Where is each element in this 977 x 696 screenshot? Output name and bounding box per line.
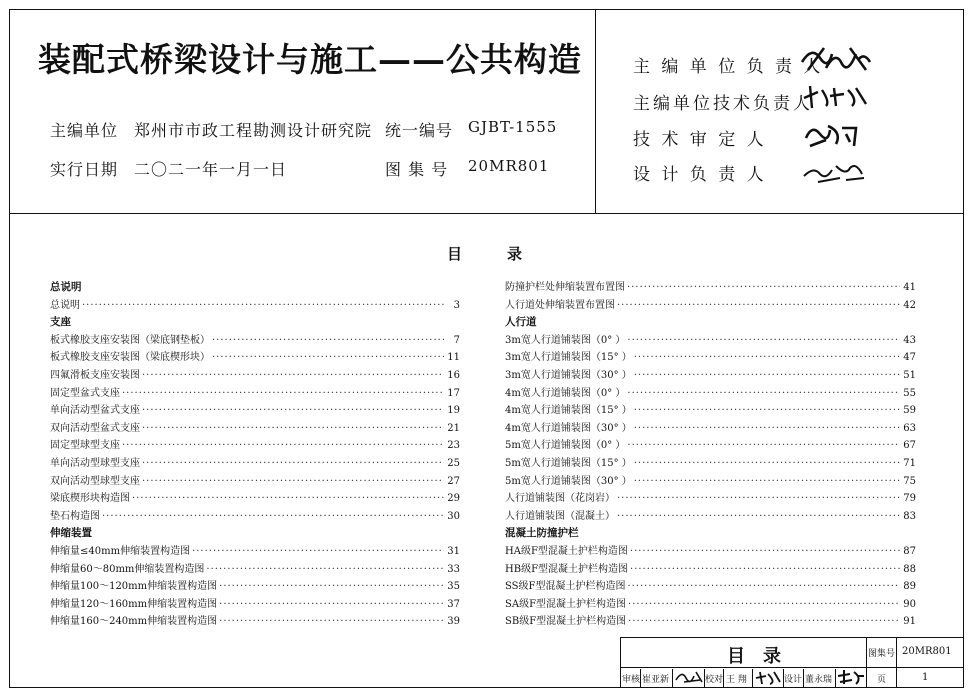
toc-entry-page: 19: [447, 405, 460, 417]
toc-entry: [505, 473, 916, 491]
toc-entry-page: 3: [453, 299, 460, 311]
toc-entry-page: 21: [447, 422, 460, 434]
design-name: 董永瑞: [805, 675, 833, 685]
toc-leader-dots: [634, 420, 900, 438]
toc-entry: [505, 349, 916, 367]
review-label: 审核: [622, 675, 641, 685]
toc-leader-dots: [617, 297, 900, 315]
toc-entry-label: 固定型球型支座: [50, 440, 120, 452]
toc-entry-label: 双向活动型盆式支座: [50, 422, 140, 434]
signature-design-chief: [800, 158, 868, 186]
toc-entry-page: 30: [447, 510, 460, 522]
toc-section-heading: [50, 314, 460, 332]
toc-leader-dots: [627, 578, 900, 596]
toc-section-heading: [505, 525, 916, 543]
header-vertical-divider: [595, 9, 596, 214]
tb-sep-4: [723, 669, 724, 687]
toc-entry-page: 88: [903, 563, 916, 575]
toc-entry-label: 伸缩量160～240mm伸缩装置构造图: [50, 616, 218, 628]
toc-entry-page: 71: [903, 457, 916, 469]
toc-entry-page: 23: [447, 440, 460, 452]
toc-leader-dots: [192, 543, 444, 561]
toc-entry-label: SA级F型混凝土护栏构造图: [505, 598, 627, 610]
toc-entry: [50, 402, 460, 420]
toc-leader-dots: [219, 578, 444, 596]
toc-entry-label: 双向活动型球型支座: [50, 475, 140, 487]
toc-entry-page: 43: [903, 334, 916, 346]
toc-entry: [505, 596, 916, 614]
toc-leader-dots: [627, 437, 900, 455]
toc-entry: [50, 420, 460, 438]
title-block-name: 目 录: [727, 646, 781, 667]
toc-entry-page: 31: [447, 545, 460, 557]
toc-entry-page: 35: [447, 581, 460, 593]
toc-entry-label: 板式橡胶支座安装图（梁底钢垫板）: [50, 334, 210, 346]
toc-entry-page: 11: [447, 352, 460, 364]
toc-entry: [50, 349, 460, 367]
toc-entry-page: 27: [447, 475, 460, 487]
toc-leader-dots: [630, 543, 900, 561]
toc-entry: [50, 455, 460, 473]
toc-entry-label: 伸缩量60～80mm伸缩装置构造图: [50, 563, 205, 575]
signature-chief-editor: [798, 40, 873, 80]
design-chief-role: 设 计 负 责 人: [633, 165, 767, 185]
toc-leader-dots: [634, 455, 900, 473]
toc-entry-label: 防撞护栏处伸缩装置布置图: [505, 282, 625, 293]
toc-leader-dots: [628, 613, 900, 631]
toc-entry-label: 单向活动型盆式支座: [50, 405, 140, 417]
design-label: 设计: [784, 675, 803, 685]
toc-entry-label: 伸缩量≤40mm伸缩装置构造图: [50, 545, 191, 557]
toc-entry-label: 垫石构造图: [50, 510, 100, 522]
toc-leader-dots: [206, 561, 444, 579]
toc-entry-page: 75: [903, 475, 916, 487]
toc-entry-page: 91: [903, 616, 916, 628]
toc-section-label: 总说明: [50, 281, 82, 293]
toc-entry-page: 16: [447, 369, 460, 381]
toc-entry: [505, 385, 916, 403]
code-label: 统一编号: [385, 121, 454, 140]
atlas-value: 20MR801: [468, 157, 550, 175]
tb-sep-5: [752, 669, 753, 687]
title-block-mid: [620, 667, 964, 668]
tb-sep-2: [672, 669, 673, 687]
toc-entry-page: 33: [447, 563, 460, 575]
page-label: 页: [877, 675, 887, 685]
toc-entry-label: 5m宽人行道铺装图（30° ）: [505, 475, 632, 487]
toc-section-label: 混凝土防撞护栏: [505, 527, 579, 540]
title-block-top: [620, 637, 964, 638]
toc-entry-label: 3m宽人行道铺装图（30° ）: [505, 369, 632, 381]
toc-entry: [50, 332, 460, 350]
toc-leader-dots: [132, 490, 444, 508]
toc-entry: [505, 543, 916, 561]
toc-entry: [50, 473, 460, 491]
tb-sep-7: [803, 669, 804, 687]
title-block-col1: [866, 637, 867, 688]
date-value: 二〇二一年一月一日: [134, 160, 288, 179]
toc-leader-dots: [630, 561, 900, 579]
toc-leader-dots: [634, 402, 900, 420]
toc-entry-label: 人行道处伸缩装置布置图: [505, 299, 615, 311]
toc-entry-label: 人行道铺装图（混凝土）: [505, 510, 615, 522]
toc-title-left: 目: [447, 245, 463, 263]
toc-leader-dots: [634, 473, 900, 491]
editor-label: 主编单位: [50, 121, 119, 140]
toc-entry-label: 总说明: [50, 299, 80, 311]
toc-entry-page: 67: [903, 440, 916, 452]
toc-leader-dots: [102, 508, 444, 526]
toc-entry-page: 63: [903, 422, 916, 434]
toc-entry-label: 固定型盆式支座: [50, 387, 120, 399]
toc-entry: [505, 508, 916, 526]
toc-leader-dots: [212, 349, 444, 367]
toc-entry: [505, 578, 916, 596]
check-name: 王 翔: [726, 675, 747, 685]
toc-entry: [505, 455, 916, 473]
chief-editor-role: 主 编 单 位 负 责 人: [633, 57, 824, 77]
toc-entry-page: 47: [903, 352, 916, 364]
toc-entry: [50, 490, 460, 508]
toc-entry-page: 83: [903, 510, 916, 522]
toc-entry-page: 29: [447, 493, 460, 505]
toc-leader-dots: [122, 437, 444, 455]
title-block-atlas-label: 图集号: [868, 649, 896, 659]
toc-entry-label: 3m宽人行道铺装图（0° ）: [505, 334, 626, 346]
toc-entry-page: 37: [447, 598, 460, 610]
signature-design: [836, 668, 866, 686]
toc-leader-dots: [634, 367, 900, 385]
toc-entry: [50, 578, 460, 596]
toc-section-heading: [50, 279, 460, 297]
technical-chief-role: 主编单位技术负责人: [633, 94, 813, 114]
title-block-atlas-value: 20MR801: [902, 646, 952, 657]
toc-entry: [50, 297, 460, 315]
check-label: 校对: [705, 675, 724, 685]
toc-entry: [50, 508, 460, 526]
toc-leader-dots: [627, 279, 900, 297]
toc-entry-label: 4m宽人行道铺装图（0° ）: [505, 387, 626, 399]
toc-entry: [50, 367, 460, 385]
review-name: 崔亚新: [642, 675, 670, 685]
page-value: 1: [922, 672, 929, 683]
toc-entry-label: 4m宽人行道铺装图（15° ）: [505, 405, 632, 417]
toc-leader-dots: [219, 613, 444, 631]
toc-leader-dots: [617, 490, 900, 508]
toc-entry: [505, 437, 916, 455]
toc-entry-label: 梁底楔形块构造图: [50, 493, 130, 505]
toc-leader-dots: [627, 385, 900, 403]
toc-section-heading: [505, 314, 916, 332]
toc-leader-dots: [634, 349, 900, 367]
toc-entry-label: SB级F型混凝土护栏构造图: [505, 616, 627, 628]
toc-entry-label: 伸缩量120～160mm伸缩装置构造图: [50, 598, 218, 610]
toc-entry: [505, 297, 916, 315]
toc-entry: [50, 596, 460, 614]
toc-entry-page: 41: [903, 282, 916, 293]
editor-value: 郑州市市政工程勘测设计研究院: [134, 121, 373, 140]
toc-entry-label: 板式橡胶支座安装图（梁底楔形块）: [50, 352, 210, 364]
toc-entry-page: 89: [903, 581, 916, 593]
toc-leader-dots: [82, 297, 444, 315]
toc-entry-page: 87: [903, 545, 916, 557]
toc-entry-label: 3m宽人行道铺装图（15° ）: [505, 352, 632, 364]
signature-check: [754, 668, 782, 686]
toc-leader-dots: [628, 596, 900, 614]
toc-section-label: 支座: [50, 316, 71, 329]
toc-leader-dots: [212, 332, 444, 350]
toc-leader-dots: [142, 473, 444, 491]
toc-entry: [50, 385, 460, 403]
toc-entry-label: HA级F型混凝土护栏构造图: [505, 545, 628, 557]
toc-entry: [50, 437, 460, 455]
toc-entry-page: 42: [903, 299, 916, 311]
toc-entry-label: HB级F型混凝土护栏构造图: [505, 563, 629, 575]
toc-entry-page: 7: [453, 334, 460, 346]
toc-leader-dots: [617, 508, 900, 526]
technical-reviewer-role: 技 术 审 定 人: [633, 130, 767, 150]
toc-entry: [505, 561, 916, 579]
toc-entry-page: 51: [903, 369, 916, 381]
toc-entry-page: 25: [447, 457, 460, 469]
toc-leader-dots: [142, 455, 444, 473]
toc-entry: [505, 279, 916, 297]
toc-title-right: 录: [507, 245, 523, 263]
title-block-col2: [896, 637, 897, 688]
toc-entry-page: 39: [447, 616, 460, 628]
toc-entry-label: 人行道铺装图（花岗岩）: [505, 493, 615, 505]
toc-section-label: 人行道: [505, 316, 537, 329]
code-value: GJBT-1555: [468, 118, 558, 136]
toc-section-label: 伸缩装置: [50, 527, 92, 540]
toc-leader-dots: [627, 332, 900, 350]
toc-entry-page: 17: [447, 387, 460, 399]
toc-entry-label: 5m宽人行道铺装图（0° ）: [505, 440, 626, 452]
toc-entry: [505, 420, 916, 438]
atlas-title: 装配式桥梁设计与施工——公共构造: [38, 40, 582, 79]
toc-entry-label: SS级F型混凝土护栏构造图: [505, 581, 626, 593]
tb-sep-1: [640, 669, 641, 687]
toc-entry-label: 伸缩量100～120mm伸缩装置构造图: [50, 581, 218, 593]
toc-entry: [505, 613, 916, 631]
date-label: 实行日期: [50, 160, 119, 179]
toc-leader-dots: [142, 367, 444, 385]
atlas-label: 图 集 号: [385, 160, 449, 179]
signature-review: [674, 668, 704, 686]
toc-left-column: [50, 279, 460, 631]
toc-section-heading: [50, 525, 460, 543]
toc-entry-label: 5m宽人行道铺装图（15° ）: [505, 457, 632, 469]
toc-entry: [505, 367, 916, 385]
toc-leader-dots: [142, 402, 444, 420]
toc-entry: [50, 543, 460, 561]
toc-right-column: [505, 279, 916, 631]
toc-entry-page: 79: [903, 493, 916, 505]
toc-entry: [505, 332, 916, 350]
toc-leader-dots: [219, 596, 444, 614]
toc-entry-page: 55: [903, 387, 916, 399]
signature-technical-chief: [800, 82, 870, 112]
title-block-left: [620, 637, 621, 688]
toc-leader-dots: [142, 420, 444, 438]
toc-leader-dots: [122, 385, 444, 403]
toc-entry: [50, 613, 460, 631]
toc-entry: [505, 490, 916, 508]
header-divider: [9, 213, 964, 214]
toc-entry-label: 四氟滑板支座安装图: [50, 369, 140, 381]
toc-entry-label: 4m宽人行道铺装图（30° ）: [505, 422, 632, 434]
toc-entry-label: 单向活动型球型支座: [50, 457, 140, 469]
toc-entry-page: 90: [903, 598, 916, 610]
signature-technical-reviewer: [802, 118, 862, 152]
toc-entry-page: 59: [903, 405, 916, 417]
toc-entry: [50, 561, 460, 579]
toc-entry: [505, 402, 916, 420]
